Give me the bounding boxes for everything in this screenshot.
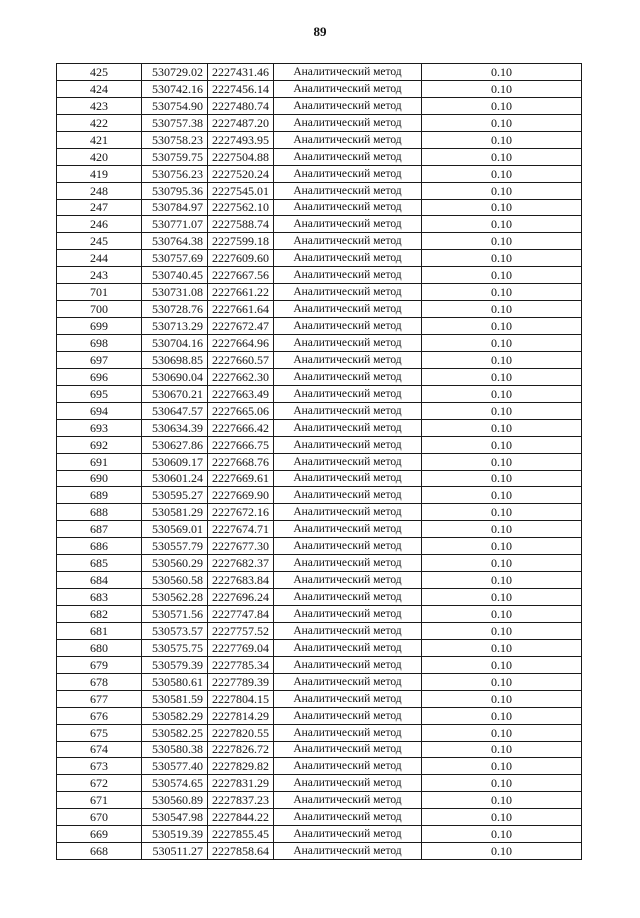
point-number-cell: 689 [57,487,142,504]
x-coordinate-cell: 530757.38 [142,114,208,131]
accuracy-cell: 0.10 [422,572,582,589]
point-number-cell: 687 [57,521,142,538]
x-coordinate-cell: 530742.16 [142,80,208,97]
table-row [57,453,582,470]
table-row [57,470,582,487]
point-number-cell: 696 [57,368,142,385]
y-coordinate-cell: 2227520.24 [208,165,274,182]
x-coordinate-cell: 530571.56 [142,606,208,623]
accuracy-cell: 0.10 [422,402,582,419]
method-cell: Аналитический метод [274,809,422,826]
y-coordinate-cell: 2227545.01 [208,182,274,199]
point-number-cell: 680 [57,639,142,656]
y-coordinate-cell: 2227599.18 [208,233,274,250]
coordinates-table [56,63,582,860]
x-coordinate-cell: 530582.25 [142,724,208,741]
point-number-cell: 699 [57,318,142,335]
accuracy-cell: 0.10 [422,589,582,606]
y-coordinate-cell: 2227431.46 [208,64,274,81]
table-row [57,250,582,267]
method-cell: Аналитический метод [274,284,422,301]
point-number-cell: 677 [57,690,142,707]
table-row [57,707,582,724]
y-coordinate-cell: 2227487.20 [208,114,274,131]
method-cell: Аналитический метод [274,470,422,487]
x-coordinate-cell: 530560.89 [142,792,208,809]
point-number-cell: 420 [57,148,142,165]
accuracy-cell: 0.10 [422,690,582,707]
table-row [57,622,582,639]
table-row [57,233,582,250]
accuracy-cell: 0.10 [422,741,582,758]
accuracy-cell: 0.10 [422,97,582,114]
table-row [57,419,582,436]
table-row [57,809,582,826]
accuracy-cell: 0.10 [422,639,582,656]
method-cell: Аналитический метод [274,233,422,250]
y-coordinate-cell: 2227668.76 [208,453,274,470]
y-coordinate-cell: 2227588.74 [208,216,274,233]
point-number-cell: 670 [57,809,142,826]
accuracy-cell: 0.10 [422,809,582,826]
y-coordinate-cell: 2227831.29 [208,775,274,792]
y-coordinate-cell: 2227804.15 [208,690,274,707]
table-row [57,165,582,182]
y-coordinate-cell: 2227826.72 [208,741,274,758]
table-row [57,724,582,741]
point-number-cell: 684 [57,572,142,589]
y-coordinate-cell: 2227661.64 [208,301,274,318]
point-number-cell: 695 [57,385,142,402]
y-coordinate-cell: 2227667.56 [208,267,274,284]
table-row [57,572,582,589]
method-cell: Аналитический метод [274,64,422,81]
table-row [57,487,582,504]
method-cell: Аналитический метод [274,775,422,792]
accuracy-cell: 0.10 [422,199,582,216]
y-coordinate-cell: 2227769.04 [208,639,274,656]
x-coordinate-cell: 530580.61 [142,673,208,690]
table-row [57,97,582,114]
point-number-cell: 691 [57,453,142,470]
x-coordinate-cell: 530581.59 [142,690,208,707]
method-cell: Аналитический метод [274,589,422,606]
accuracy-cell: 0.10 [422,606,582,623]
x-coordinate-cell: 530704.16 [142,335,208,352]
x-coordinate-cell: 530764.38 [142,233,208,250]
table-row [57,656,582,673]
point-number-cell: 246 [57,216,142,233]
table-row [57,606,582,623]
y-coordinate-cell: 2227663.49 [208,385,274,402]
method-cell: Аналитический метод [274,267,422,284]
table-row [57,436,582,453]
table-row [57,80,582,97]
x-coordinate-cell: 530647.57 [142,402,208,419]
table-row [57,182,582,199]
accuracy-cell: 0.10 [422,284,582,301]
y-coordinate-cell: 2227666.42 [208,419,274,436]
x-coordinate-cell: 530670.21 [142,385,208,402]
coordinates-table-body [57,64,582,860]
y-coordinate-cell: 2227672.47 [208,318,274,335]
method-cell: Аналитический метод [274,656,422,673]
y-coordinate-cell: 2227682.37 [208,555,274,572]
point-number-cell: 421 [57,131,142,148]
x-coordinate-cell: 530582.29 [142,707,208,724]
table-row [57,826,582,843]
y-coordinate-cell: 2227662.30 [208,368,274,385]
x-coordinate-cell: 530784.97 [142,199,208,216]
table-row [57,843,582,860]
method-cell: Аналитический метод [274,335,422,352]
y-coordinate-cell: 2227480.74 [208,97,274,114]
x-coordinate-cell: 530757.69 [142,250,208,267]
table-row [57,385,582,402]
x-coordinate-cell: 530580.38 [142,741,208,758]
table-row [57,741,582,758]
accuracy-cell: 0.10 [422,504,582,521]
y-coordinate-cell: 2227456.14 [208,80,274,97]
x-coordinate-cell: 530795.36 [142,182,208,199]
x-coordinate-cell: 530557.79 [142,538,208,555]
table-row [57,335,582,352]
point-number-cell: 243 [57,267,142,284]
point-number-cell: 700 [57,301,142,318]
method-cell: Аналитический метод [274,80,422,97]
accuracy-cell: 0.10 [422,250,582,267]
x-coordinate-cell: 530581.29 [142,504,208,521]
accuracy-cell: 0.10 [422,758,582,775]
table-row [57,775,582,792]
point-number-cell: 422 [57,114,142,131]
method-cell: Аналитический метод [274,368,422,385]
y-coordinate-cell: 2227683.84 [208,572,274,589]
method-cell: Аналитический метод [274,165,422,182]
point-number-cell: 697 [57,351,142,368]
point-number-cell: 245 [57,233,142,250]
method-cell: Аналитический метод [274,436,422,453]
table-row [57,792,582,809]
x-coordinate-cell: 530519.39 [142,826,208,843]
x-coordinate-cell: 530756.23 [142,165,208,182]
accuracy-cell: 0.10 [422,707,582,724]
method-cell: Аналитический метод [274,707,422,724]
method-cell: Аналитический метод [274,182,422,199]
point-number-cell: 244 [57,250,142,267]
method-cell: Аналитический метод [274,216,422,233]
accuracy-cell: 0.10 [422,335,582,352]
point-number-cell: 669 [57,826,142,843]
method-cell: Аналитический метод [274,606,422,623]
point-number-cell: 682 [57,606,142,623]
method-cell: Аналитический метод [274,148,422,165]
accuracy-cell: 0.10 [422,64,582,81]
method-cell: Аналитический метод [274,385,422,402]
y-coordinate-cell: 2227785.34 [208,656,274,673]
point-number-cell: 676 [57,707,142,724]
table-row [57,216,582,233]
method-cell: Аналитический метод [274,402,422,419]
point-number-cell: 675 [57,724,142,741]
table-row [57,555,582,572]
x-coordinate-cell: 530759.75 [142,148,208,165]
method-cell: Аналитический метод [274,724,422,741]
x-coordinate-cell: 530569.01 [142,521,208,538]
table-row [57,284,582,301]
point-number-cell: 686 [57,538,142,555]
point-number-cell: 672 [57,775,142,792]
x-coordinate-cell: 530595.27 [142,487,208,504]
x-coordinate-cell: 530560.58 [142,572,208,589]
y-coordinate-cell: 2227504.88 [208,148,274,165]
table-row [57,318,582,335]
accuracy-cell: 0.10 [422,656,582,673]
x-coordinate-cell: 530562.28 [142,589,208,606]
accuracy-cell: 0.10 [422,148,582,165]
accuracy-cell: 0.10 [422,724,582,741]
x-coordinate-cell: 530690.04 [142,368,208,385]
y-coordinate-cell: 2227660.57 [208,351,274,368]
y-coordinate-cell: 2227844.22 [208,809,274,826]
method-cell: Аналитический метод [274,538,422,555]
table-row [57,521,582,538]
y-coordinate-cell: 2227609.60 [208,250,274,267]
y-coordinate-cell: 2227789.39 [208,673,274,690]
y-coordinate-cell: 2227757.52 [208,622,274,639]
method-cell: Аналитический метод [274,504,422,521]
point-number-cell: 673 [57,758,142,775]
method-cell: Аналитический метод [274,673,422,690]
accuracy-cell: 0.10 [422,216,582,233]
method-cell: Аналитический метод [274,487,422,504]
x-coordinate-cell: 530754.90 [142,97,208,114]
point-number-cell: 701 [57,284,142,301]
accuracy-cell: 0.10 [422,318,582,335]
point-number-cell: 679 [57,656,142,673]
page-number: 89 [313,24,327,39]
point-number-cell: 247 [57,199,142,216]
method-cell: Аналитический метод [274,131,422,148]
x-coordinate-cell: 530609.17 [142,453,208,470]
point-number-cell: 688 [57,504,142,521]
x-coordinate-cell: 530771.07 [142,216,208,233]
y-coordinate-cell: 2227858.64 [208,843,274,860]
y-coordinate-cell: 2227665.06 [208,402,274,419]
accuracy-cell: 0.10 [422,131,582,148]
y-coordinate-cell: 2227672.16 [208,504,274,521]
method-cell: Аналитический метод [274,318,422,335]
y-coordinate-cell: 2227664.96 [208,335,274,352]
y-coordinate-cell: 2227666.75 [208,436,274,453]
y-coordinate-cell: 2227669.90 [208,487,274,504]
method-cell: Аналитический метод [274,114,422,131]
accuracy-cell: 0.10 [422,301,582,318]
x-coordinate-cell: 530627.86 [142,436,208,453]
method-cell: Аналитический метод [274,97,422,114]
y-coordinate-cell: 2227493.95 [208,131,274,148]
x-coordinate-cell: 530601.24 [142,470,208,487]
table-row [57,131,582,148]
accuracy-cell: 0.10 [422,792,582,809]
point-number-cell: 424 [57,80,142,97]
accuracy-cell: 0.10 [422,487,582,504]
method-cell: Аналитический метод [274,690,422,707]
accuracy-cell: 0.10 [422,521,582,538]
table-row [57,301,582,318]
accuracy-cell: 0.10 [422,419,582,436]
x-coordinate-cell: 530740.45 [142,267,208,284]
table-row [57,64,582,81]
point-number-cell: 425 [57,64,142,81]
table-row [57,199,582,216]
accuracy-cell: 0.10 [422,368,582,385]
accuracy-cell: 0.10 [422,555,582,572]
method-cell: Аналитический метод [274,419,422,436]
point-number-cell: 681 [57,622,142,639]
accuracy-cell: 0.10 [422,775,582,792]
y-coordinate-cell: 2227562.10 [208,199,274,216]
method-cell: Аналитический метод [274,622,422,639]
x-coordinate-cell: 530573.57 [142,622,208,639]
point-number-cell: 419 [57,165,142,182]
x-coordinate-cell: 530577.40 [142,758,208,775]
method-cell: Аналитический метод [274,741,422,758]
accuracy-cell: 0.10 [422,114,582,131]
point-number-cell: 694 [57,402,142,419]
point-number-cell: 685 [57,555,142,572]
table-row [57,114,582,131]
x-coordinate-cell: 530547.98 [142,809,208,826]
method-cell: Аналитический метод [274,250,422,267]
accuracy-cell: 0.10 [422,267,582,284]
accuracy-cell: 0.10 [422,622,582,639]
method-cell: Аналитический метод [274,758,422,775]
accuracy-cell: 0.10 [422,538,582,555]
table-row [57,148,582,165]
table-row [57,639,582,656]
method-cell: Аналитический метод [274,572,422,589]
y-coordinate-cell: 2227696.24 [208,589,274,606]
method-cell: Аналитический метод [274,301,422,318]
point-number-cell: 683 [57,589,142,606]
y-coordinate-cell: 2227814.29 [208,707,274,724]
x-coordinate-cell: 530634.39 [142,419,208,436]
point-number-cell: 668 [57,843,142,860]
point-number-cell: 698 [57,335,142,352]
method-cell: Аналитический метод [274,792,422,809]
y-coordinate-cell: 2227829.82 [208,758,274,775]
x-coordinate-cell: 530713.29 [142,318,208,335]
table-row [57,504,582,521]
y-coordinate-cell: 2227747.84 [208,606,274,623]
accuracy-cell: 0.10 [422,843,582,860]
accuracy-cell: 0.10 [422,826,582,843]
method-cell: Аналитический метод [274,555,422,572]
y-coordinate-cell: 2227837.23 [208,792,274,809]
x-coordinate-cell: 530579.39 [142,656,208,673]
point-number-cell: 692 [57,436,142,453]
y-coordinate-cell: 2227674.71 [208,521,274,538]
point-number-cell: 671 [57,792,142,809]
x-coordinate-cell: 530698.85 [142,351,208,368]
table-row [57,402,582,419]
method-cell: Аналитический метод [274,639,422,656]
accuracy-cell: 0.10 [422,351,582,368]
method-cell: Аналитический метод [274,453,422,470]
accuracy-cell: 0.10 [422,436,582,453]
x-coordinate-cell: 530729.02 [142,64,208,81]
accuracy-cell: 0.10 [422,385,582,402]
method-cell: Аналитический метод [274,843,422,860]
method-cell: Аналитический метод [274,351,422,368]
point-number-cell: 423 [57,97,142,114]
accuracy-cell: 0.10 [422,182,582,199]
point-number-cell: 674 [57,741,142,758]
x-coordinate-cell: 530574.65 [142,775,208,792]
table-row [57,673,582,690]
table-row [57,267,582,284]
x-coordinate-cell: 530560.29 [142,555,208,572]
point-number-cell: 690 [57,470,142,487]
table-row [57,758,582,775]
point-number-cell: 693 [57,419,142,436]
accuracy-cell: 0.10 [422,165,582,182]
method-cell: Аналитический метод [274,199,422,216]
x-coordinate-cell: 530511.27 [142,843,208,860]
accuracy-cell: 0.10 [422,673,582,690]
accuracy-cell: 0.10 [422,233,582,250]
x-coordinate-cell: 530731.08 [142,284,208,301]
table-row [57,538,582,555]
point-number-cell: 248 [57,182,142,199]
y-coordinate-cell: 2227661.22 [208,284,274,301]
accuracy-cell: 0.10 [422,80,582,97]
table-row [57,368,582,385]
y-coordinate-cell: 2227677.30 [208,538,274,555]
table-row [57,589,582,606]
x-coordinate-cell: 530758.23 [142,131,208,148]
method-cell: Аналитический метод [274,521,422,538]
table-row [57,351,582,368]
point-number-cell: 678 [57,673,142,690]
y-coordinate-cell: 2227820.55 [208,724,274,741]
x-coordinate-cell: 530575.75 [142,639,208,656]
x-coordinate-cell: 530728.76 [142,301,208,318]
method-cell: Аналитический метод [274,826,422,843]
y-coordinate-cell: 2227669.61 [208,470,274,487]
accuracy-cell: 0.10 [422,453,582,470]
accuracy-cell: 0.10 [422,470,582,487]
table-row [57,690,582,707]
y-coordinate-cell: 2227855.45 [208,826,274,843]
